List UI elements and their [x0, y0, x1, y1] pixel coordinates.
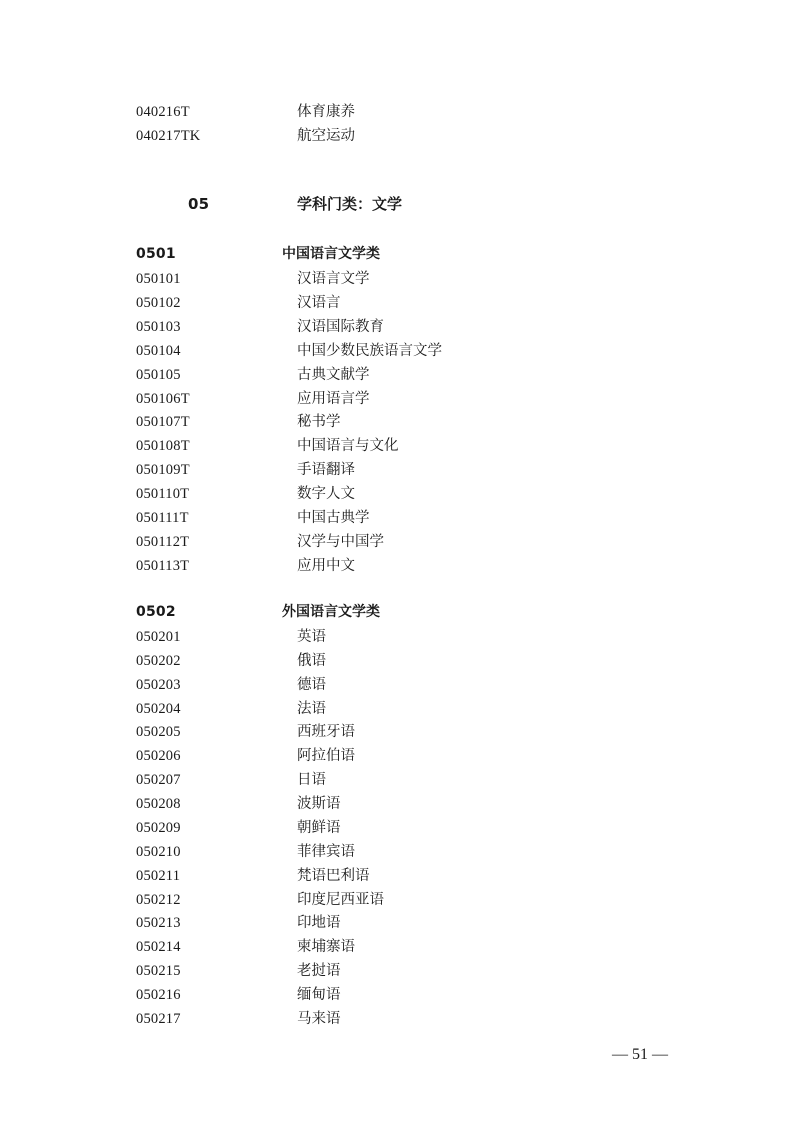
major-name: 菲律宾语 [297, 844, 355, 860]
list-item [0, 911, 800, 935]
page-number: — 51 — [612, 1046, 668, 1063]
major-code: 050210 [136, 844, 181, 860]
major-code: 050111T [136, 510, 189, 526]
section-heading [0, 190, 800, 218]
list-item [0, 315, 800, 339]
major-name: 阿拉伯语 [297, 748, 355, 764]
category-heading [0, 242, 800, 266]
major-code: 050101 [136, 271, 181, 287]
major-name: 汉学与中国学 [297, 534, 384, 550]
major-name: 汉语国际教育 [297, 319, 384, 335]
list-item [0, 864, 800, 888]
category-name: 中国语言文学类 [282, 246, 380, 262]
list-item [0, 434, 800, 458]
list-item [0, 267, 800, 291]
major-code: 050212 [136, 892, 181, 908]
list-item [0, 458, 800, 482]
category-code: 0502 [136, 604, 176, 620]
major-name: 航空运动 [297, 128, 355, 144]
major-code: 050110T [136, 486, 190, 502]
list-item [0, 482, 800, 506]
major-name: 数字人文 [297, 486, 355, 502]
major-name: 梵语巴利语 [297, 868, 370, 884]
major-code: 050105 [136, 367, 181, 383]
list-item [0, 959, 800, 983]
major-name: 秘书学 [297, 414, 341, 430]
list-item [0, 983, 800, 1007]
list-item [0, 816, 800, 840]
list-item [0, 673, 800, 697]
major-name: 日语 [297, 772, 326, 788]
list-item [0, 792, 800, 816]
major-name: 应用中文 [297, 558, 355, 574]
list-item [0, 506, 800, 530]
major-name: 体育康养 [297, 104, 355, 120]
list-item [0, 935, 800, 959]
major-code: 050103 [136, 319, 181, 335]
major-name: 柬埔寨语 [297, 939, 355, 955]
list-item [0, 840, 800, 864]
major-name: 德语 [297, 677, 326, 693]
list-item [0, 625, 800, 649]
major-code: 050208 [136, 796, 181, 812]
major-name: 古典文献学 [297, 367, 370, 383]
list-item [0, 387, 800, 411]
major-code: 050214 [136, 939, 181, 955]
list-item [0, 1007, 800, 1031]
list-item [0, 291, 800, 315]
major-name: 西班牙语 [297, 724, 355, 740]
major-code: 050207 [136, 772, 181, 788]
list-item [0, 530, 800, 554]
major-code: 050113T [136, 558, 190, 574]
major-name: 波斯语 [297, 796, 341, 812]
major-name: 印度尼西亚语 [297, 892, 384, 908]
list-item [0, 697, 800, 721]
list-item [0, 339, 800, 363]
major-code: 050216 [136, 987, 181, 1003]
major-name: 英语 [297, 629, 326, 645]
major-name: 中国少数民族语言文学 [297, 343, 442, 359]
section-code: 05 [188, 195, 210, 213]
major-code: 050201 [136, 629, 181, 645]
major-name: 法语 [297, 701, 326, 717]
section-title: 学科门类：文学 [297, 195, 403, 213]
major-code: 050203 [136, 677, 181, 693]
major-name: 马来语 [297, 1011, 341, 1027]
major-name: 老挝语 [297, 963, 341, 979]
list-item [0, 768, 800, 792]
major-code: 050211 [136, 868, 181, 884]
list-item [0, 744, 800, 768]
major-name: 中国语言与文化 [297, 438, 399, 454]
major-code: 050209 [136, 820, 181, 836]
major-code: 050202 [136, 653, 181, 669]
major-name: 应用语言学 [297, 391, 370, 407]
major-name: 印地语 [297, 915, 341, 931]
category-name: 外国语言文学类 [282, 604, 380, 620]
major-code: 050102 [136, 295, 181, 311]
list-item [0, 410, 800, 434]
list-item [0, 888, 800, 912]
major-name: 汉语言文学 [297, 271, 370, 287]
major-code: 050215 [136, 963, 181, 979]
major-code: 050109T [136, 462, 190, 478]
major-code: 050112T [136, 534, 190, 550]
list-item [0, 100, 800, 124]
major-code: 050108T [136, 438, 190, 454]
major-code: 050206 [136, 748, 181, 764]
major-code: 040216T [136, 104, 190, 120]
major-code: 050213 [136, 915, 181, 931]
major-code: 040217TK [136, 128, 201, 144]
major-code: 050205 [136, 724, 181, 740]
major-code: 050204 [136, 701, 181, 717]
major-name: 朝鲜语 [297, 820, 341, 836]
major-name: 汉语言 [297, 295, 341, 311]
major-code: 050104 [136, 343, 181, 359]
category-code: 0501 [136, 246, 176, 262]
list-item [0, 649, 800, 673]
category-heading [0, 600, 800, 624]
list-item [0, 124, 800, 148]
major-name: 中国古典学 [297, 510, 370, 526]
major-code: 050107T [136, 414, 190, 430]
list-item [0, 720, 800, 744]
major-code: 050217 [136, 1011, 181, 1027]
list-item [0, 363, 800, 387]
major-code: 050106T [136, 391, 190, 407]
major-name: 俄语 [297, 653, 326, 669]
major-name: 缅甸语 [297, 987, 341, 1003]
major-name: 手语翻译 [297, 462, 355, 478]
list-item [0, 554, 800, 578]
